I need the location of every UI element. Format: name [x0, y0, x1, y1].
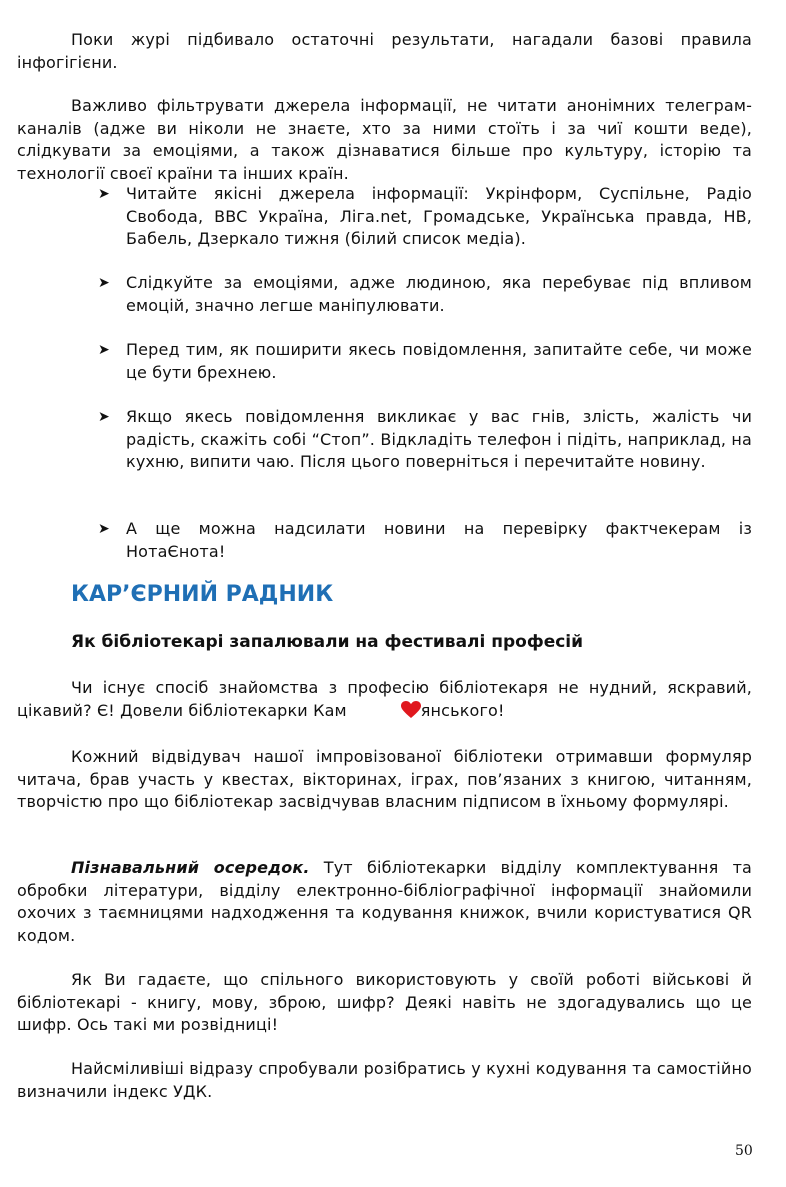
arrow-bullet-icon: ➤ [98, 186, 110, 202]
page-number: 50 [735, 1143, 753, 1159]
heart-icon [347, 701, 421, 726]
paragraph-text: янського! [420, 700, 505, 720]
bullet-item-5 [98, 518, 752, 563]
arrow-bullet-icon: ➤ [98, 275, 110, 291]
section-paragraph-4: Як Ви гадаєте, що спільного використовують у своїй роботі військові й бібліотекарі - книгу, мову, зброю, шифр? Деякі навіть не здогадувались що це шифр. Ось такі ми розвідниці! [17, 970, 752, 1034]
section-paragraph-2: Кожний відвідувач нашої імпровізованої бібліотеки отримавши формуляр читача, брав участь у квестах, вікторинах, іграх, пов’язаних з книгою, читанням, творчістю про що бібліотекар засвідчував власним підписом в їхньому формулярі. [17, 747, 752, 811]
paragraph-text: Чи існує спосіб знайомства з професію бібліотекаря не нудний, яскравий, цікавий? Є! Довели бібліотекарки Кам [17, 678, 752, 720]
intro-paragraph-1: Поки журі підбивало остаточні результати, нагадали базові правила інфогігієни. [17, 30, 752, 72]
emphasis-text: Пізнавальний осередок. [71, 858, 310, 877]
paragraph-text: Тут бібліотекарки відділу комплектування та обробки літератури, відділу електронно-бібліографічної інформації знайомили охочих з таємницями надходження та кодування книжок, вчили користуватися QR кодом. [17, 858, 752, 945]
bullet-item-3 [98, 339, 752, 384]
section-paragraph-3 [17, 857, 752, 947]
arrow-bullet-icon: ➤ [98, 342, 110, 358]
section-paragraph-5: Найсміливіші відразу спробували розібратись у кухні кодування та самостійно визначили індекс УДК. [17, 1059, 752, 1101]
section-heading: КАР’ЄРНИЙ РАДНИК [71, 582, 334, 607]
section-paragraph-1 [17, 677, 752, 725]
bullet-item-4 [98, 406, 752, 474]
bullet-text: Слідкуйте за емоціями, адже людиною, яка перебуває під впливом емоцій, значно легше маніпулювати. [126, 273, 752, 315]
bullet-text: Читайте якісні джерела інформації: Укрінформ, Суспільне, Радіо Свобода, BBC Україна, Ліга.net, Громадське, Українська правда, НВ, Бабель, Дзеркало тижня (білий список медіа). [126, 184, 752, 248]
bullet-item-2 [98, 272, 752, 317]
section-subheading: Як бібліотекарі запалювали на фестивалі професій [71, 632, 584, 652]
arrow-bullet-icon: ➤ [98, 521, 110, 537]
intro-paragraph-2: Важливо фільтрувати джерела інформації, не читати анонімних телеграм-каналів (адже ви ніколи не знаєте, хто за ними стоїть і за чиї кошти веде), слідкувати за емоціями, а також дізнаватися більше про культуру, історію та технології своєї країни та інших країн. [17, 96, 752, 183]
bullet-text: Перед тим, як поширити якесь повідомлення, запитайте себе, чи може це бути брехнею. [126, 340, 752, 382]
bullet-text: Якщо якесь повідомлення викликає у вас гнів, злість, жалість чи радість, скажіть собі “Стоп”. Відкладіть телефон і підіть, наприклад, на кухню, випити чаю. Після цього поверніться і перечитайте новину. [126, 407, 752, 471]
arrow-bullet-icon: ➤ [98, 409, 110, 425]
bullet-text: А ще можна надсилати новини на перевірку фактчекерам із НотаЄнота! [126, 519, 752, 561]
bullet-item-1 [98, 183, 752, 251]
